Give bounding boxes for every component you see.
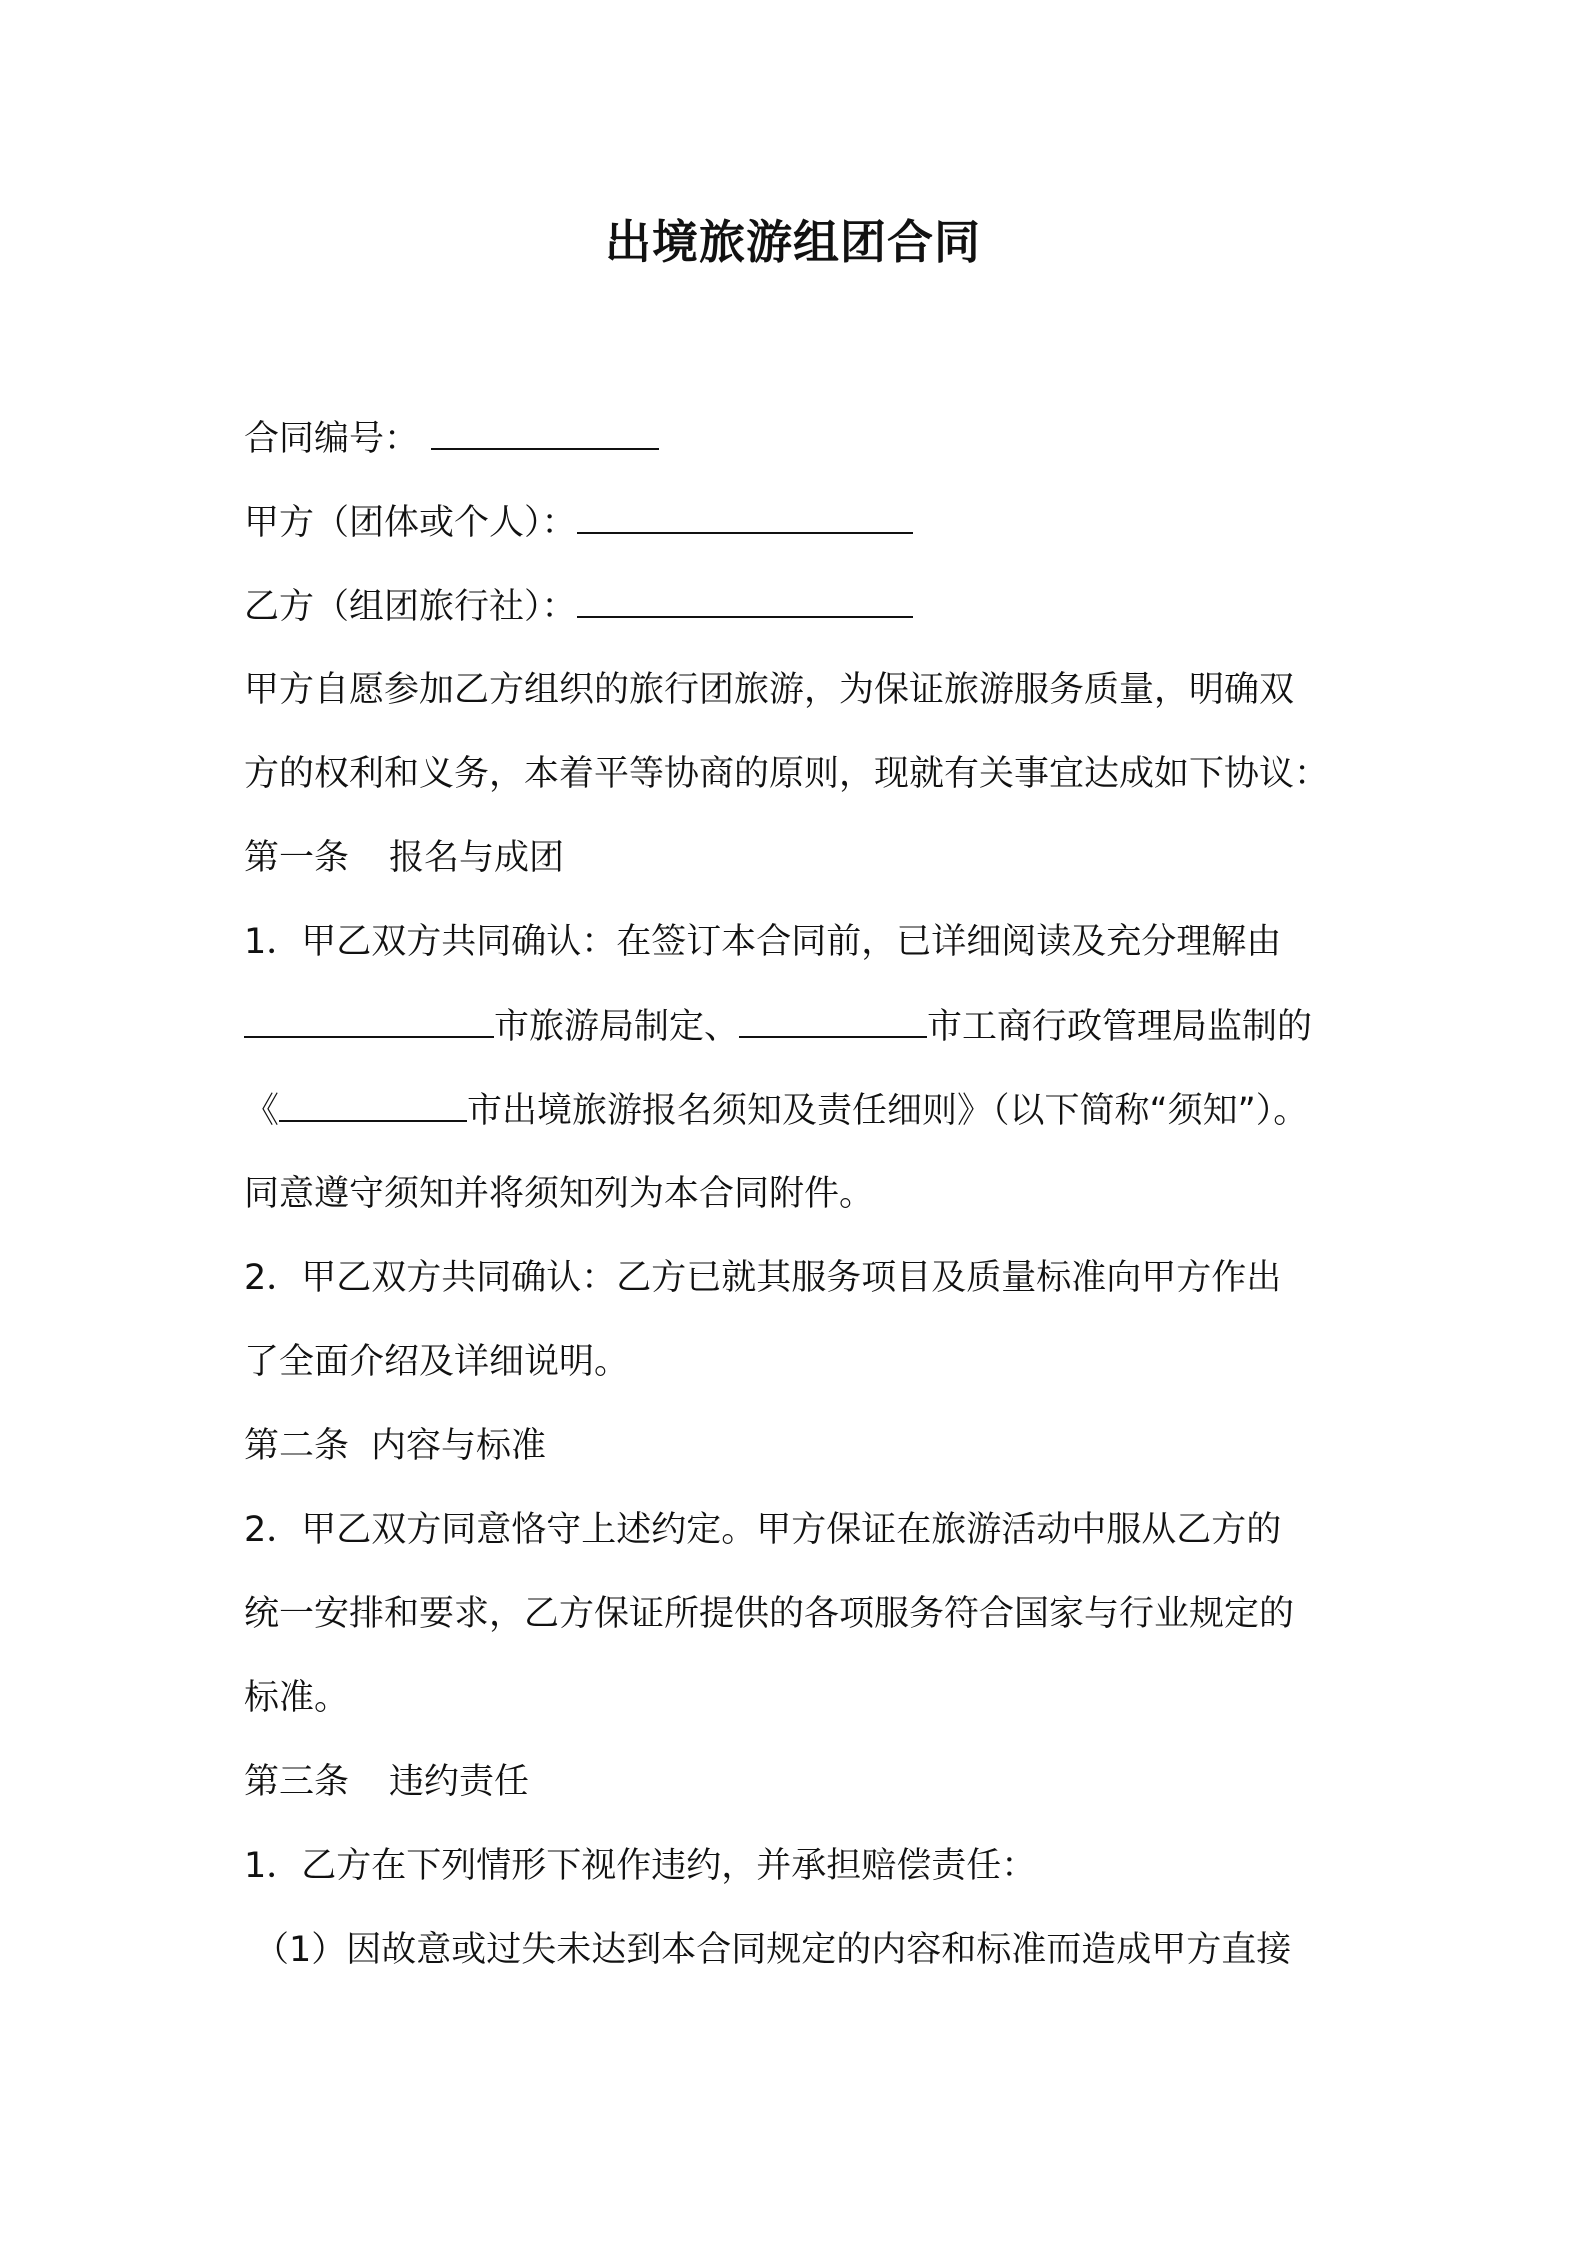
party-a-row bbox=[244, 498, 913, 547]
article-2-title: 内容与标准 bbox=[371, 1426, 547, 1466]
article-3-title: 违约责任 bbox=[389, 1762, 530, 1802]
city-blank-2[interactable] bbox=[739, 1002, 927, 1038]
article-2-heading bbox=[244, 1422, 546, 1470]
contract-number-blank[interactable] bbox=[431, 414, 659, 450]
article-2-number: 第二条 bbox=[244, 1426, 350, 1466]
article-1-heading bbox=[244, 834, 564, 882]
article-1-clause-1-line-4: 同意遵守须知并将须知列为本合同附件。 bbox=[244, 1174, 875, 1214]
party-a-blank[interactable] bbox=[577, 498, 913, 534]
party-b-row bbox=[244, 582, 913, 631]
article-2-line-2: 统一安排和要求，乙方保证所提供的各项服务符合国家与行业规定的 bbox=[244, 1594, 1295, 1634]
article-2-line-1: 2．甲乙双方同意恪守上述约定。甲方保证在旅游活动中服从乙方的 bbox=[244, 1510, 1282, 1550]
article-1-clause-2-line-1: 2．甲乙双方共同确认：乙方已就其服务项目及质量标准向甲方作出 bbox=[244, 1258, 1282, 1298]
intro-line-1: 甲方自愿参加乙方组织的旅行团旅游，为保证旅游服务质量，明确双 bbox=[244, 670, 1295, 710]
city-blank-1[interactable] bbox=[244, 1002, 494, 1038]
party-b-blank[interactable] bbox=[577, 582, 913, 618]
article-1-number: 第一条 bbox=[244, 838, 350, 878]
clause-1-open-bracket: 《 bbox=[244, 1091, 280, 1131]
intro-line-2: 方的权利和义务，本着平等协商的原则，现就有关事宜达成如下协议： bbox=[244, 754, 1330, 794]
article-1-title: 报名与成团 bbox=[389, 838, 565, 878]
clause-1-line-3-rest: 市出境旅游报名须知及责任细则》（以下简称“须知”）。 bbox=[467, 1091, 1309, 1131]
article-2-line-3: 标准。 bbox=[244, 1678, 350, 1718]
contract-number-label: 合同编号： bbox=[244, 419, 420, 459]
article-1-clause-1-line-1: 1．甲乙双方共同确认：在签订本合同前，已详细阅读及充分理解由 bbox=[244, 922, 1282, 962]
clause-1-part-1: 市旅游局制定、 bbox=[494, 1007, 740, 1047]
clause-1-part-2: 市工商行政管理局监制的 bbox=[927, 1007, 1313, 1047]
article-1-clause-2-line-2: 了全面介绍及详细说明。 bbox=[244, 1342, 630, 1382]
article-1-clause-1-line-2 bbox=[244, 1002, 1312, 1051]
party-b-label: 乙方（组团旅行社）： bbox=[244, 587, 577, 627]
article-3-number: 第三条 bbox=[244, 1762, 350, 1802]
article-3-heading bbox=[244, 1758, 529, 1806]
party-a-label: 甲方（团体或个人）： bbox=[244, 503, 577, 543]
article-3-clause-1: 1．乙方在下列情形下视作违约，并承担赔偿责任： bbox=[244, 1846, 1037, 1886]
article-1-clause-1-line-3 bbox=[244, 1086, 1308, 1135]
article-3-clause-1-sub-1: （1）因故意或过失未达到本合同规定的内容和标准而造成甲方直接 bbox=[254, 1930, 1292, 1970]
document-title: 出境旅游组团合同 bbox=[605, 215, 981, 269]
contract-number-row bbox=[244, 414, 659, 463]
city-blank-3[interactable] bbox=[279, 1086, 467, 1122]
